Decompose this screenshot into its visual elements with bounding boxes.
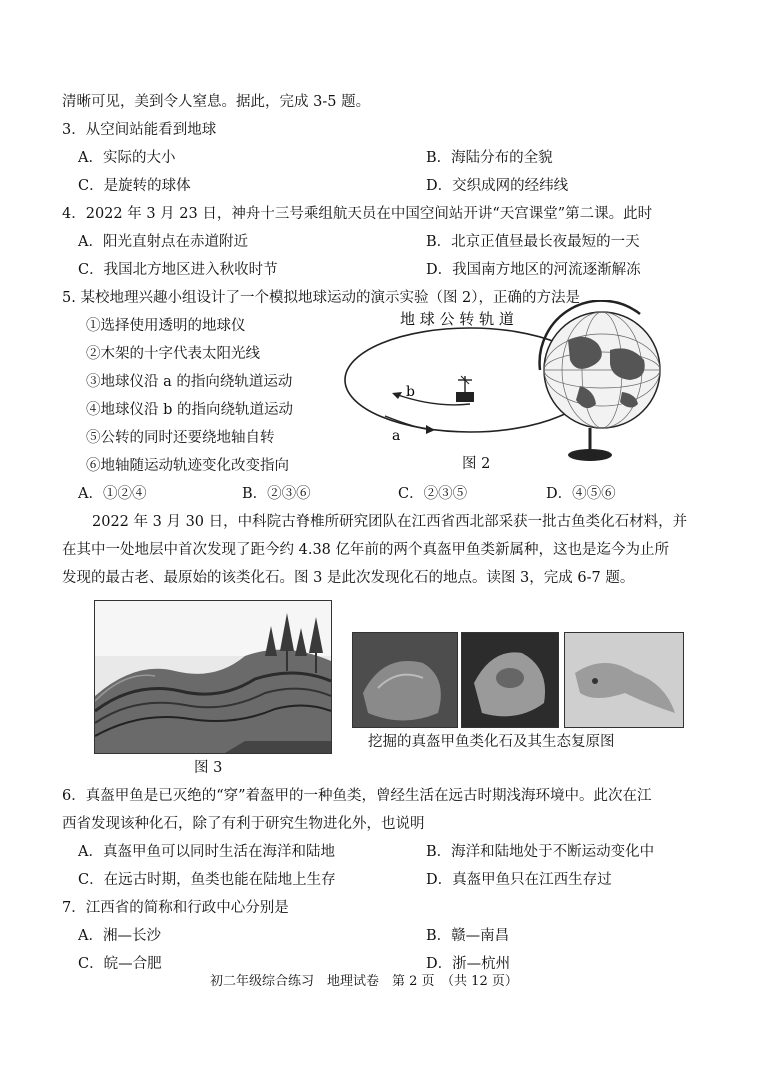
q3-option-c: C．是旋转的球体 <box>78 178 191 194</box>
figure-2 <box>340 300 670 470</box>
q5-item-4: ④地球仪沿 b 的指向绕轨道运动 <box>86 402 293 418</box>
passage-line-1: 2022 年 3 月 30 日，中科院古脊椎所研究团队在江西省西北部采获一批古鱼类化石材料，并 <box>92 514 688 530</box>
q4-option-d: D．我国南方地区的河流逐渐解冻 <box>426 262 641 278</box>
fossil-caption: 挖掘的真盔甲鱼类化石及其生态复原图 <box>368 734 615 750</box>
passage-line-3: 发现的最古老、最原始的该类化石。图 3 是此次发现化石的地点。读图 3，完成 6-7 题。 <box>62 570 635 586</box>
q3-option-d: D．交织成网的经纬线 <box>426 178 569 194</box>
q5-item-5: ⑤公转的同时还要绕地轴自转 <box>86 430 275 446</box>
arrow-a-head <box>426 425 435 434</box>
intro-tail: 清晰可见，美到令人窒息。据此，完成 3-5 题。 <box>62 94 371 110</box>
q5-option-d: D．④⑤⑥ <box>546 486 616 502</box>
q4-option-c: C．我国北方地区进入秋收时节 <box>78 262 278 278</box>
q5-item-6: ⑥地轴随运动轨迹变化改变指向 <box>86 458 289 474</box>
globe-icon <box>540 301 660 461</box>
q6-option-a: A．真盔甲鱼可以同时生活在海洋和陆地 <box>78 844 335 860</box>
fossil-reconstruction <box>564 632 684 728</box>
q5-item-1: ①选择使用透明的地球仪 <box>86 318 246 334</box>
figure-3-photo <box>94 600 332 754</box>
q5-stem: 5. 某校地理兴趣小组设计了一个模拟地球运动的演示实验（图 2），正确的方法是 <box>62 290 581 306</box>
q5-option-b: B．②③⑥ <box>242 486 311 502</box>
q3-stem: 3．从空间站能看到地球 <box>62 122 217 138</box>
q6-stem-line-1: 6．真盔甲鱼是已灭绝的“穿”着盔甲的一种鱼类，曾经生活在远古时期浅海环境中。此次在江 <box>62 788 652 804</box>
fossil-photo-2 <box>461 632 559 728</box>
q5-item-2: ②木架的十字代表太阳光线 <box>86 346 260 362</box>
q3-option-b: B．海陆分布的全貌 <box>426 150 553 166</box>
q7-option-b: B．赣—南昌 <box>426 928 510 944</box>
label-b: b <box>406 384 415 400</box>
passage-line-2: 在其中一处地层中首次发现了距今约 4.38 亿年前的两个真盔甲鱼类新属种，这也是迄今为止所 <box>62 542 669 558</box>
wooden-base <box>456 392 474 402</box>
q6-stem-line-2: 西省发现该种化石，除了有利于研究生物进化外，也说明 <box>62 816 425 832</box>
q6-option-d: D．真盔甲鱼只在江西生存过 <box>426 872 612 888</box>
label-a: a <box>392 428 401 444</box>
fossil-photo-1 <box>352 632 458 728</box>
q6-option-c: C．在远古时期，鱼类也能在陆地上生存 <box>78 872 336 888</box>
q5-option-a: A．①②④ <box>78 486 147 502</box>
q4-option-a: A．阳光直射点在赤道附近 <box>78 234 248 250</box>
figure-3-caption: 图 3 <box>194 760 223 776</box>
q7-option-d: D．浙—杭州 <box>426 956 511 972</box>
figure-2-caption: 图 2 <box>462 456 491 472</box>
orbit-label: 地 球 公 转 轨 道 <box>400 310 514 328</box>
page-footer: 初二年级综合练习 地理试卷 第 2 页 （共 12 页） <box>210 974 518 989</box>
q4-stem: 4．2022 年 3 月 23 日，神舟十三号乘组航天员在中国空间站开讲“天宫课堂”第二课。此时 <box>62 206 653 222</box>
q5-item-3: ③地球仪沿 a 的指向绕轨道运动 <box>86 374 293 390</box>
q7-stem: 7．江西省的简称和行政中心分别是 <box>62 900 289 916</box>
q7-option-a: A．湘—长沙 <box>78 928 161 944</box>
q4-option-b: B．北京正值昼最长夜最短的一天 <box>426 234 640 250</box>
q7-option-c: C．皖—合肥 <box>78 956 162 972</box>
q5-option-c: C．②③⑤ <box>398 486 468 502</box>
q3-option-a: A．实际的大小 <box>78 150 176 166</box>
q6-option-b: B．海洋和陆地处于不断运动变化中 <box>426 844 655 860</box>
